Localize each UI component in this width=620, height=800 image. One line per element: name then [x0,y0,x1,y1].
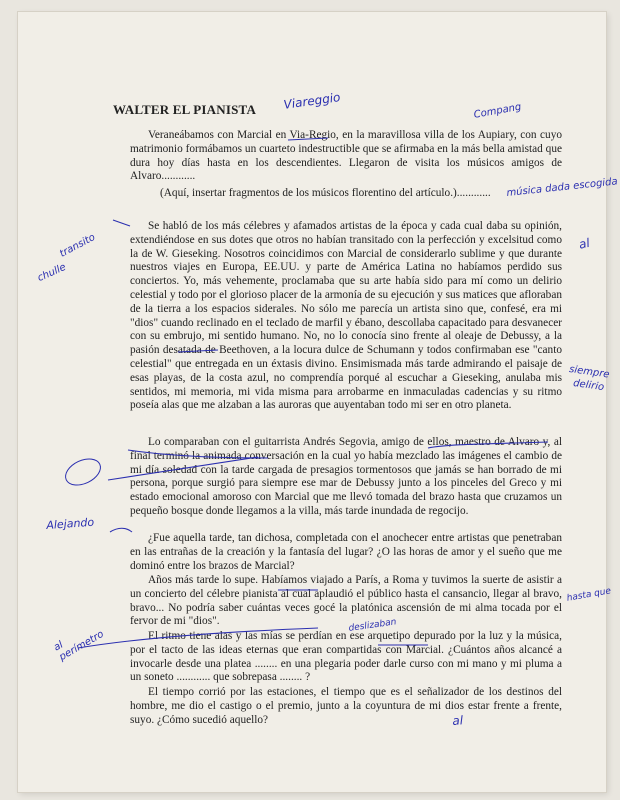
annotation-company: Compang [473,101,523,121]
paragraph-6: Años más tarde lo supe. Habíamos viajado a París, a Roma y tuvimos la suerte de asistir a un concierto del célebre pianista al cual aplaudió el público hasta el cansancio, llegar al bravo, bravo... No podría saber cuántas veces gocé la platónica ascensión de mi alma tocada por el fervor de mi "dios". [130,574,562,628]
annotation-bottom-al: al [451,713,464,728]
paragraph-7: El ritmo tiene alas y las mías se perdían en ese arquetipo depurado por la luz y la música, por el tacto de las ideas eternas que eran compartidas con Marcial. ¿Cuántos años alcancé a invocarle desde una platea ........ en una plegaria poder darle curso con mi mano y mi pluma a un soneto ............ que sobrepasa ........ ? [130,630,562,684]
paragraph-5: ¿Fue aquella tarde, tan dichosa, completada con el anochecer entre artistas que penetraban en las entrañas de la creación y la fantasía del lugar? ¿O las horas de amor y el sueño que me dominó entre los brazos de Marcial? [130,532,562,572]
annotation-margin-right-3: hasta que [566,586,612,604]
paragraph-8: El tiempo corrió por las estaciones, el tiempo que es el señalizador de los destinos del hombre, me dio el castigo o el premio, junto a la coyuntura de mi dios estar frente a frente, suyo. ¿Cómo sucedió aquello? [130,686,562,726]
strike-mark [178,350,218,352]
annotation-margin-right-2b: delirio [572,378,605,394]
annotation-alejando: Alejando [45,515,95,532]
paragraph-2: (Aquí, insertar fragmentos de los músicos florentino del artículo.)............ [160,187,491,199]
annotation-margin-right-al: al [577,235,591,252]
strike-mark [288,138,328,140]
strike-mark [128,450,268,458]
annotation-margin-left-1b: chulle [36,261,68,285]
strike-mark [428,442,548,448]
annotation-deslizaban: deslizaban [348,617,398,634]
document-page [18,12,619,792]
pen-line [113,220,130,226]
annotation-strokes [18,12,606,792]
paragraph-1: Veraneábamos con Marcial en Via-Regio, en la maravillosa villa de los Aupiary, con cuyo matrimonio formábamos un cuarteto indestructible que se afirmaba en la más bella amistad que dura hoy días hasta en los descendientes. Llegaron de visita los músicos amigos de Alvaro............ [130,129,562,183]
document-title: WALTER EL PIANISTA [113,102,257,117]
pen-line [78,628,318,648]
annotation-margin-right-2: siempre [568,364,611,381]
pen-line [110,528,132,532]
paragraph-4: Lo comparaban con el guitarrista Andrés Segovia, amigo de ellos, maestro de Alvaro y, al final terminó la animada conversación en la cual yo había mezclado las imágenes el cambio de mi día soledad con la tarde cargada de presagios tormentosos que jamás se han borrado de mi persona, porque surgió para siempre ese mar de Debussy junto a los pinceles del Greco y mi estado emocional amoroso con Marcial que me llevó tomada del brazo hasta que cruzamos un pequeño bosque donde llegamos a la villa, más tarde inundada de regocijo. [130,436,562,517]
pen-line [108,457,258,480]
annotation-margin-left-1: transito [58,231,98,260]
annotation-musica: música dada escogida [506,176,619,199]
annotation-al-perimetro: al perímetro [52,628,106,664]
paragraph-3: Se habló de los más célebres y afamados artistas de la época y cada cual daba su opinión, extendiéndose en sus dotes que otros no habían transitado con la perfección y excelsitud como la de W. Gieseking. Nosotros coincidimos con Marcial de considerarlo sublime y que durante nuestros viajes en Europa, EE.UU. y parte de América Latina no habíamos perdido sus conciertos. Yo, más vehemente, proclamaba que su arte había sido para mí como un delirio celestial y todo por el glorioso placer de la armonía de su ejecución y sus matices que afloraban de la tierra a los espacios siderales. No sólo me parecía un artista sino que, confesé, era mi "dios" cuando reclinado en el teclado de marfil y ébano, descollaba capacitado para desvanecer con su embrujo, mi sentido humano. No, no lo conocía sino frente al oleaje de Debussy, a la pasión desatada de Beethoven, a la locura dulce de Schumann y todos confirmaban ese "canto celestial" que entregada en un éxtasis divino. Ensimismada más tarde admirando el paisaje de esas playas, de la costa azul, no comprendía porqué al escuchar a Gieseking, anulaba mis sentidos, mi memoria, mi vida misma para arrobarme en inmaculadas cadencias y su ritmo poseía alas que me alzaban a las auroras que auyentaban todo mi ser en otro planeta. [130,220,562,412]
annotation-viareggio: Viareggio [282,90,342,112]
